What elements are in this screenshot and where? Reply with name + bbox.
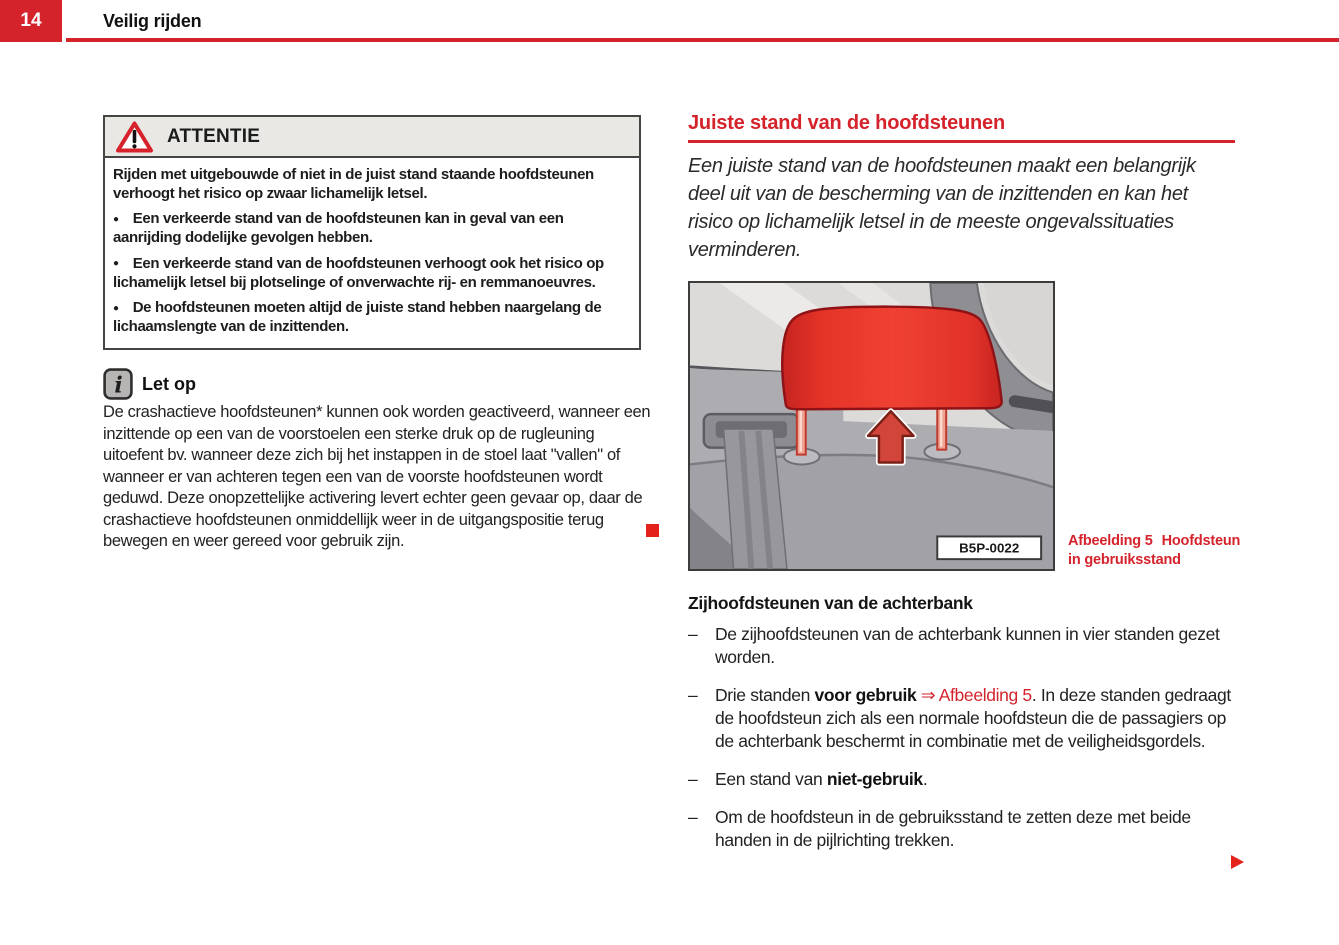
list-item [688,806,1240,852]
attention-box [103,115,641,350]
section-lead-paragraph: Een juiste stand van de hoofdsteunen maakt een belangrijk deel uit van de bescherming van de inzittenden en kan het risico op lichamelijk letsel in de meeste ongevalssituaties verminderen. [688,155,1196,261]
note-text: De crashactieve hoofdsteunen* kunnen ook worden geactiveerd, wanneer een inzittende op een van de voorstoelen een sterke druk op de rugleuning uitoefent bv. wanneer deze zich bij het instappen in de stoel laat "vallen" of wanneer er van achteren tegen een van de voorste hoofdsteunen wordt geduwd. Deze onopzettelijke activering levert echter geen gevaar op, daar de crashactieve hoofdsteunen onmiddellijk weer in de uitgangspositie terug bewegen en weer gereed voor gebruik zijn. [103,403,651,550]
note-title: Let op [142,374,196,394]
attention-bullet: ● Een verkeerde stand van de hoofdsteunen kan in geval van een aanrijding dodelijke gevolgen hebben. [113,210,564,246]
dash-bullet: – [688,685,698,705]
section-heading: Juiste stand van de hoofdsteunen [688,112,1235,143]
figure-caption-label: Afbeelding 5 [1068,533,1153,549]
list-item-text: Om de hoofdsteun in de gebruiksstand te zetten deze met beide handen in de pijlrichting trekken. [715,807,1191,850]
headrest-illustration [690,283,1053,569]
dash-bullet: – [688,624,698,644]
attention-box-header [105,117,639,158]
attention-bullet: ● De hoofdsteunen moeten altijd de juiste stand hebben naargelang de lichaamslengte van de inzittenden. [113,299,602,335]
dash-bullet: – [688,807,698,827]
list-item [688,623,1240,669]
page-number: 14 [20,10,42,31]
figure-image [688,281,1055,571]
warning-triangle-icon [115,120,154,154]
bullet-dot-icon: ● [113,302,119,314]
continuation-arrow-icon [1231,855,1244,869]
figure-code-label: B5P-0022 [959,540,1020,556]
headrest [782,307,1001,410]
figure-reference: ⇒ Afbeelding 5 [916,685,1032,705]
page-number-badge [0,0,62,42]
list-item [688,684,1240,753]
bullet-dot-icon: ● [113,213,119,225]
attention-body [105,158,639,348]
figure-caption-text: Hoofdsteun in gebruiksstand [1068,533,1241,568]
page-header-title: Veilig rijden [103,11,202,31]
info-icon [103,368,133,400]
dash-list [688,623,1240,852]
attention-intro: Rijden met uitgebouwde of niet in de juist stand staande hoofdsteunen verhoogt het risico op zwaar lichamelijk letsel. [113,166,594,202]
list-item-text: Een stand van niet-gebruik. [715,769,928,789]
list-item-text: De zijhoofdsteunen van de achterbank kunnen in vier standen gezet worden. [715,624,1220,667]
attention-title: ATTENTIE [167,125,261,147]
end-of-section-marker [646,524,659,537]
svg-text:i: i [114,372,123,399]
bullet-dot-icon: ● [113,258,119,269]
subsection-heading: Zijhoofdsteunen van de achterbank [688,593,973,613]
dash-bullet: – [688,769,698,789]
list-item [688,768,1240,791]
header-rule [66,38,1339,42]
figure-caption [1068,532,1246,569]
attention-bullet: ● Een verkeerde stand van de hoofdsteunen verhoogt ook het risico op lichamelijk letsel bij plotselinge of onverwachte rij- en remmanoeuvres. [113,254,604,291]
list-item-text: Drie standen voor gebruik ⇒ Afbeelding 5. In deze standen gedraagt de hoofdsteun zich als een normale hoofdsteun die de passagiers op de achterbank beschermt in combinatie met de veiligheidsgordels. [715,685,1231,751]
